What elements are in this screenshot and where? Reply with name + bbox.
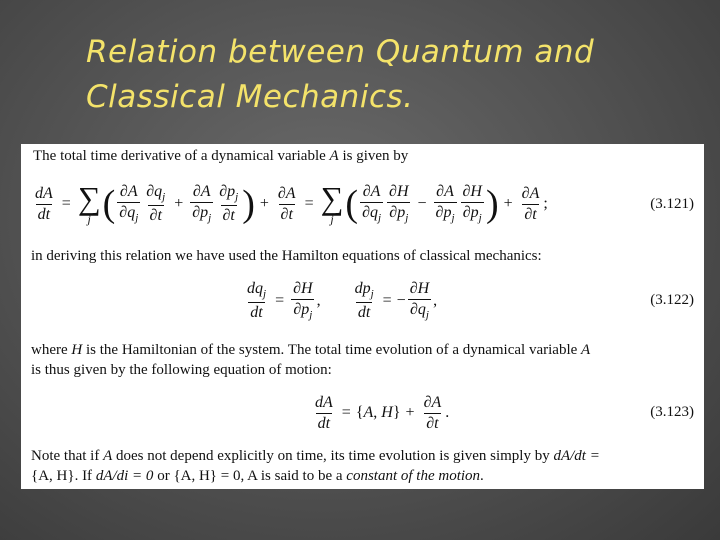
intro-variable: A xyxy=(329,148,339,164)
textbook-excerpt xyxy=(21,144,704,489)
note-condition: dA/di = 0 xyxy=(95,468,154,484)
hamiltonian-symbol: H xyxy=(71,342,83,358)
slide-title-line-1: Relation between Quantum and xyxy=(86,34,595,70)
intro-text: The total time derivative of a dynamical variable xyxy=(33,148,326,164)
slide-title xyxy=(86,30,696,120)
note-constant-of-motion: constant of the motion xyxy=(346,468,481,484)
note-said-to-be: is said to be a xyxy=(260,468,343,484)
note-derivative: dA/dt = xyxy=(553,448,600,464)
thus-sentence: is thus given by the following equation of motion: xyxy=(31,362,332,378)
note-text-cont: does not depend explicitly on time, its time evolution is given simply by xyxy=(116,448,550,464)
equation-3-121: $\frac{dA}{dt}$ = ∑ j ( $\frac{\partial A}{\partial q_j}$ $\frac{\partial q_j}{\partial t}$ + $\frac{\partial A}{\partial p_j}$ $\frac{\partial p_j}{\partial t}$ ) + $\frac{\partial A}{\partial t}$ = ∑ j ( $\frac{\partial A}{\partial q_j}$ $\frac{\partial H}{\partial p_j}$ − $\frac{\partial A}{\partial p_j}$ $\frac{\partial H}{\partial p_j}$ ) + $\frac{\partial A}{\partial t}$ ; xyxy=(35,179,548,226)
equation-number-3-121: (3.121) xyxy=(650,196,694,212)
where-text-cont: is the Hamiltonian of the system. The total time evolution of a dynamical variable xyxy=(86,342,578,358)
where-sentence xyxy=(31,342,590,359)
equation-number-3-122: (3.122) xyxy=(650,292,694,308)
hamilton-sentence: in deriving this relation we have used the Hamilton equations of classical mechanics: xyxy=(31,248,542,264)
note-variable: A xyxy=(103,448,113,464)
note-line-2 xyxy=(31,468,484,485)
note-bracket: {A, H}. If xyxy=(31,468,93,484)
where-text: where xyxy=(31,342,68,358)
equation-3-122: $\frac{dq_j}{dt}$ = $\frac{\partial H}{\partial p_j}$ , $\frac{dp_j}{dt}$ = − $\frac{\partial H}{\partial q_j}$ , xyxy=(247,280,438,322)
equation-number-3-123: (3.123) xyxy=(650,404,694,420)
where-variable: A xyxy=(581,342,591,358)
note-period: . xyxy=(480,468,484,484)
note-bracket-zero: {A, H} = 0, A xyxy=(173,468,258,484)
intro-text-end: is given by xyxy=(342,148,409,164)
equation-3-123: $\frac{dA}{dt}$ = {A, H} + $\frac{\partial A}{\partial t}$ . xyxy=(315,393,450,432)
intro-sentence xyxy=(33,148,408,165)
slide-title-line-2: Classical Mechanics. xyxy=(86,79,414,115)
note-or: or xyxy=(157,468,170,484)
note-text: Note that if xyxy=(31,448,100,464)
note-line-1 xyxy=(31,448,600,465)
